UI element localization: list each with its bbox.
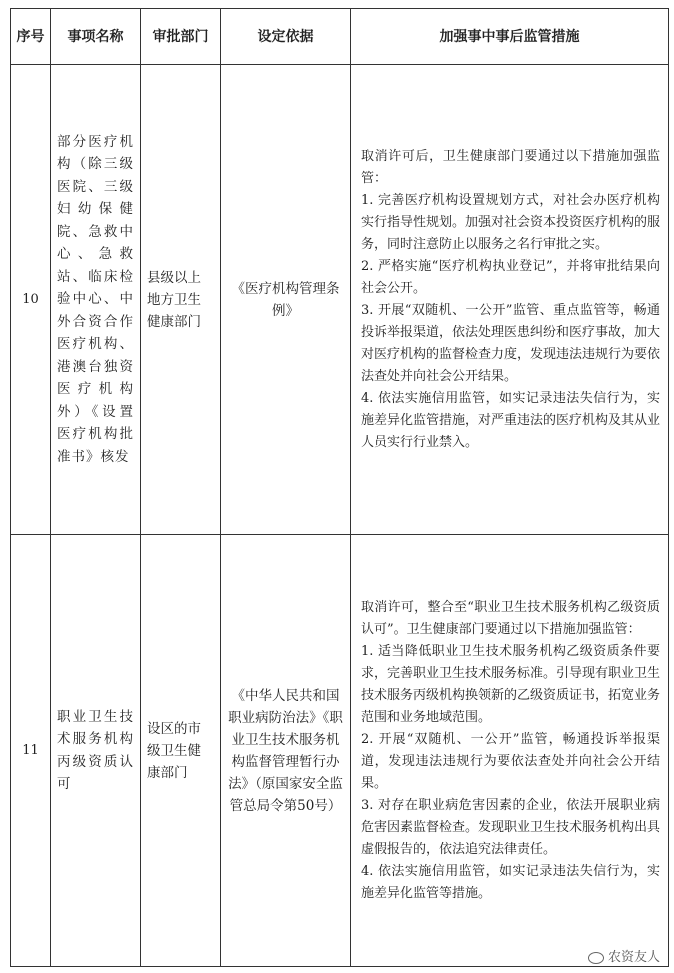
measure-item: 2. 严格实施“医疗机构执业登记”，并将审批结果向社会公开。 [361,258,660,296]
row-name: 职业卫生技术服务机构丙级资质认可 [51,535,141,967]
measure-item: 1. 完善医疗机构设置规划方式，对社会办医疗机构实行指导性规划。加强对社会资本投资医疗机构的服务，同时注意防止以服务之名行审批之实。 [361,192,661,252]
row-name: 部分医疗机构（除三级医院、三级妇幼保健院、急救中心、急救站、临床检验中心、中外合资合作医疗机构、港澳台独资医疗机构外）《设置医疗机构批准书》核发 [51,65,141,535]
measure-item: 4. 依法实施信用监管，如实记录违法失信行为，实施差异化监管措施，对严重违法的医疗机构及其从业人员实行行业禁入。 [361,390,661,450]
row-basis: 《医疗机构管理条例》 [221,65,351,535]
regulation-table [10,8,669,967]
table-row [11,535,669,967]
row-basis: 《中华人民共和国职业病防治法》《职业卫生技术服务机构监督管理暂行办法》（原国家安全监管总局令第50号） [221,535,351,967]
measure-item: 取消许可，整合至“职业卫生技术服务机构乙级资质认可”。卫生健康部门要通过以下措施加强监管： [361,599,660,637]
row-measures [351,65,669,535]
measure-item: 3. 对存在职业病危害因素的企业，依法开展职业病危害因素监督检查。发现职业卫生技术服务机构出具虚假报告的，依法追究法律责任。 [361,797,661,857]
header-row [11,9,669,65]
wechat-icon [588,952,604,964]
row-dept: 县级以上地方卫生健康部门 [141,65,221,535]
measure-item: 2. 开展“双随机、一公开”监管，畅通投诉举报渠道，发现违法违规行为要依法查处并向社会公开结果。 [361,731,660,791]
measure-item: 3. 开展“双随机、一公开”监管、重点监管等，畅通投诉举报渠道，依法处理医患纠纷和医疗事故，加大对医疗机构的监督检查力度，发现违法违规行为要依法查处并向社会公开结果。 [361,302,661,384]
measure-item: 取消许可后，卫生健康部门要通过以下措施加强监管： [361,148,660,186]
measure-item: 1. 适当降低职业卫生技术服务机构乙级资质条件要求，完善职业卫生技术服务标准。引导现有职业卫生技术服务丙级机构换领新的乙级资质证书，拓宽业务范围和业务地域范围。 [361,643,661,725]
watermark [588,946,660,965]
table-row [11,65,669,535]
header-name: 事项名称 [51,9,141,65]
row-no: 11 [11,535,51,967]
row-measures [351,535,669,967]
row-no: 10 [11,65,51,535]
header-no: 序号 [11,9,51,65]
header-dept: 审批部门 [141,9,221,65]
watermark-text: 农资友人 [607,950,660,965]
header-basis: 设定依据 [221,9,351,65]
row-dept: 设区的市级卫生健康部门 [141,535,221,967]
header-measures: 加强事中事后监管措施 [351,9,669,65]
measure-item: 4. 依法实施信用监管，如实记录违法失信行为，实施差异化监管等措施。 [361,863,660,901]
